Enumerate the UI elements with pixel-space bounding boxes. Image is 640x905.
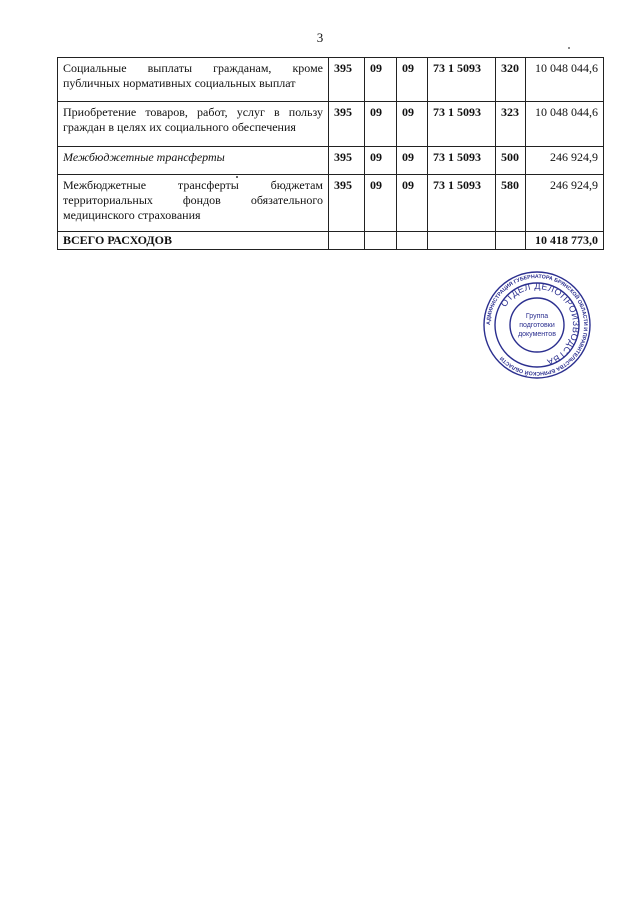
row-vr: 500 (496, 147, 526, 175)
row-vr: 323 (496, 102, 526, 147)
row-rz: 09 (365, 58, 397, 102)
empty-cell (397, 232, 428, 250)
table-row (58, 102, 604, 147)
row-vr: 580 (496, 175, 526, 232)
row-csr: 73 1 5093 (428, 147, 496, 175)
table-row (58, 58, 604, 102)
row-rz: 09 (365, 102, 397, 147)
row-name: Социальные выплаты гражданам, кроме публичных нормативных социальных выплат (58, 58, 329, 102)
row-amount: 246 924,9 (526, 147, 604, 175)
stamp-inner-line: документов (518, 331, 556, 338)
row-pr: 09 (397, 102, 428, 147)
row-csr: 73 1 5093 (428, 58, 496, 102)
page-number: 3 (316, 30, 324, 45)
row-amount: 246 924,9 (526, 175, 604, 232)
row-csr: 73 1 5093 (428, 102, 496, 147)
empty-cell (496, 232, 526, 250)
stamp-outer-textpath: АДМИНИСТРАЦИЯ ГУБЕРНАТОРА БРЯНСКОЙ ОБЛАСТИ И ПРАВИТЕЛЬСТВА БРЯНСКОЙ ОБЛАСТИ (485, 273, 589, 377)
row-name: Межбюджетные трансферты (58, 147, 329, 175)
row-pr: 09 (397, 147, 428, 175)
department-stamp (482, 270, 592, 380)
total-amount: 10 418 773,0 (526, 232, 604, 250)
row-rz: 09 (365, 175, 397, 232)
stamp-inner-line: подготовки (519, 322, 555, 329)
row-name: Межбюджетные трансферты бюджетам территориальных фондов обязательного медицинского страхования (58, 175, 329, 232)
row-name: Приобретение товаров, работ, услуг в пользу граждан в целях их социального обеспечения (58, 102, 329, 147)
stamp-inner-line: Группа (525, 313, 549, 320)
empty-cell (428, 232, 496, 250)
row-rz: 09 (365, 147, 397, 175)
budget-table (57, 57, 604, 250)
total-row (58, 232, 604, 250)
total-label: ВСЕГО РАСХОДОВ (58, 232, 329, 250)
row-csr: 73 1 5093 (428, 175, 496, 232)
empty-cell (329, 232, 365, 250)
row-amount: 10 048 044,6 (526, 102, 604, 147)
row-pr: 09 (397, 58, 428, 102)
row-pr: 09 (397, 175, 428, 232)
row-grbs: 395 (329, 147, 365, 175)
table-row (58, 175, 604, 232)
empty-cell (365, 232, 397, 250)
table-row (58, 147, 604, 175)
row-amount: 10 048 044,6 (526, 58, 604, 102)
scan-speck (568, 47, 570, 49)
row-grbs: 395 (329, 58, 365, 102)
stamp-middle-textpath: ОТДЕЛ ДЕЛОПРОИЗВОДСТВА (498, 280, 582, 368)
row-vr: 320 (496, 58, 526, 102)
row-grbs: 395 (329, 175, 365, 232)
row-grbs: 395 (329, 102, 365, 147)
